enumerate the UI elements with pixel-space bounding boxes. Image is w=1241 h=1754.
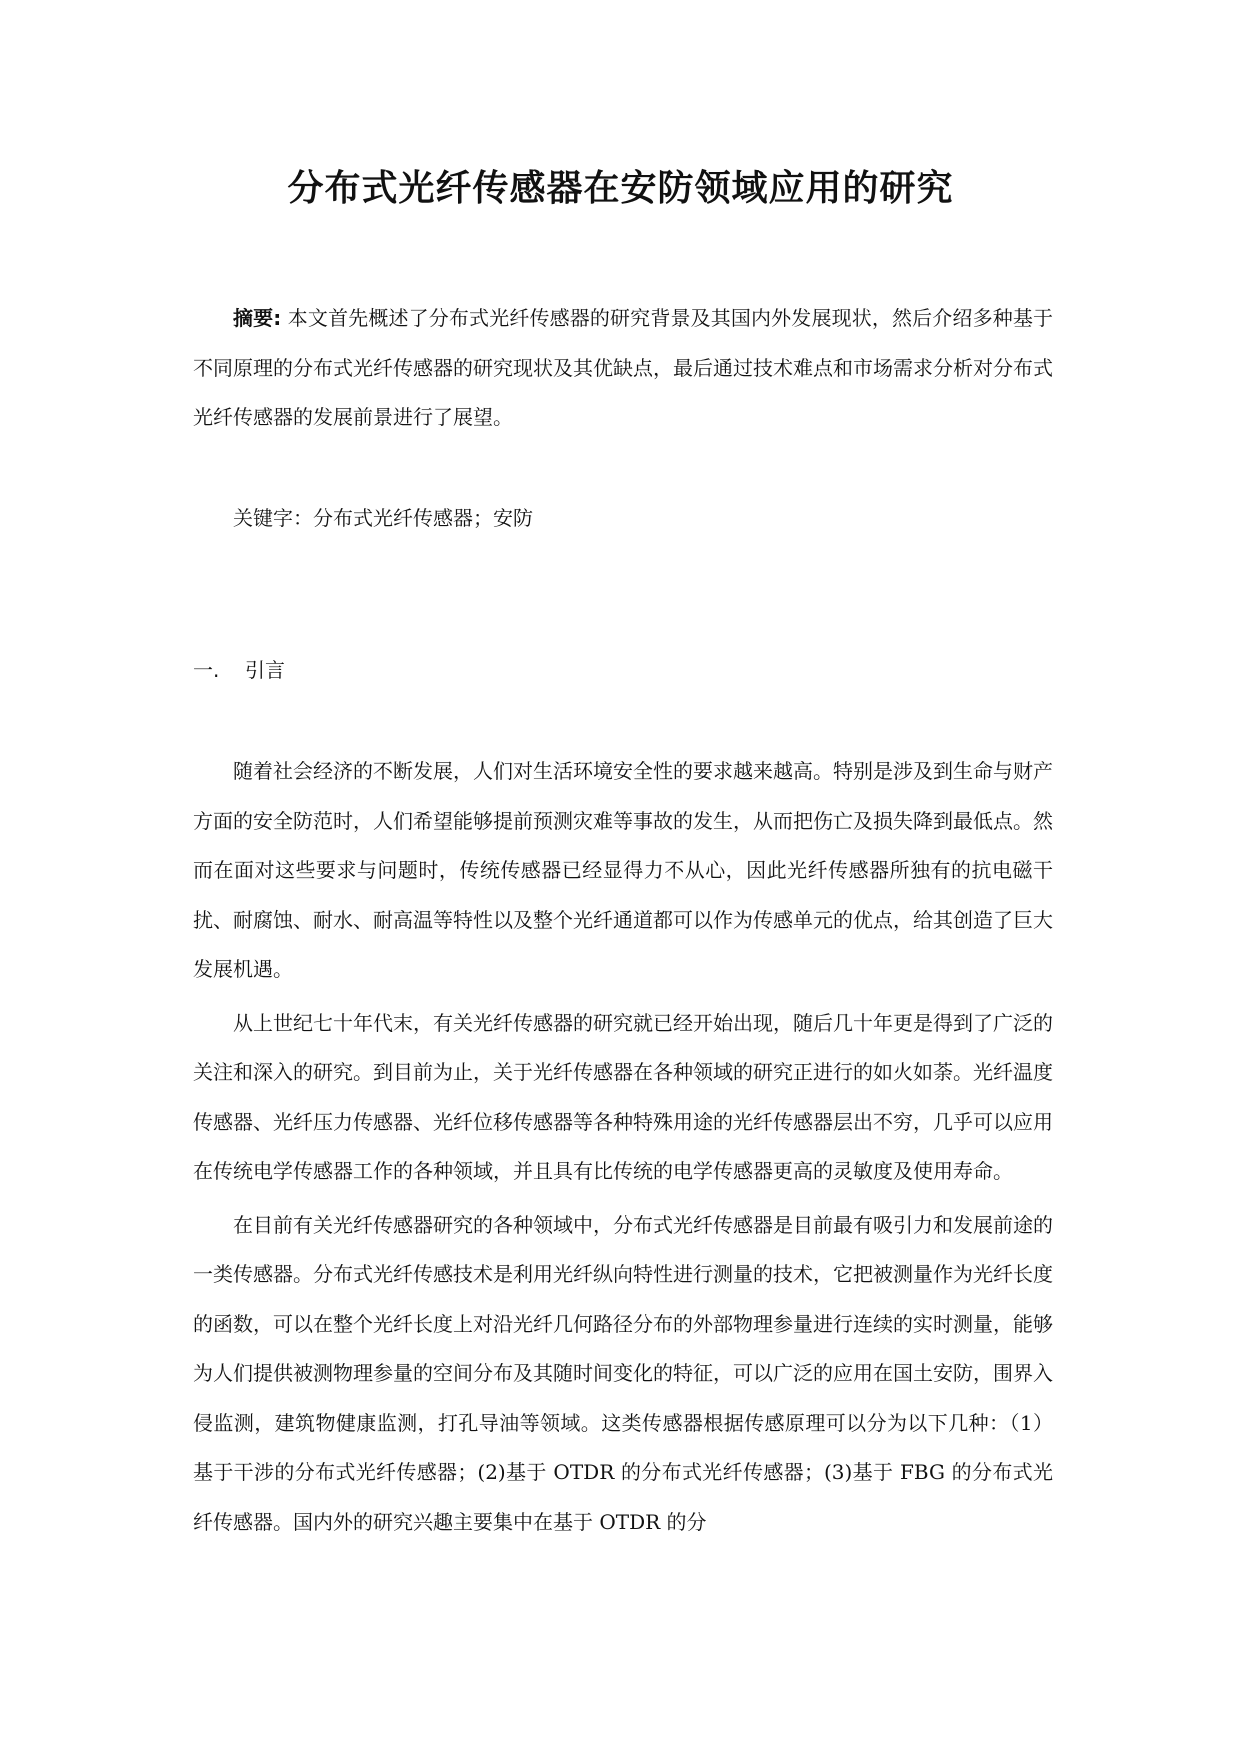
keywords bbox=[193, 494, 1053, 544]
paragraph: 随着社会经济的不断发展，人们对生活环境安全性的要求越来越高。特别是涉及到生命与财产方面的安全防范时，人们希望能够提前预测灾难等事故的发生，从而把伤亡及损失降到最低点。然而在面对这些要求与问题时，传统传感器已经显得力不从心，因此光纤传感器所独有的抗电磁干扰、耐腐蚀、耐水、耐高温等特性以及整个光纤通道都可以作为传感单元的优点，给其创造了巨大发展机遇。 bbox=[193, 759, 1053, 981]
keywords-text: 分布式光纤传感器；安防 bbox=[313, 506, 533, 530]
paper-title: 分布式光纤传感器在安防领域应用的研究 bbox=[287, 168, 954, 209]
section-number: 一. bbox=[193, 658, 220, 682]
section-title: 引言 bbox=[245, 658, 285, 682]
abstract-label: 摘要: bbox=[233, 306, 282, 330]
abstract bbox=[193, 294, 1053, 443]
keywords-label: 关键字： bbox=[233, 506, 313, 530]
body-text bbox=[193, 747, 1053, 1551]
section-heading bbox=[193, 646, 1053, 696]
paragraph: 从上世纪七十年代末，有关光纤传感器的研究就已经开始出现，随后几十年更是得到了广泛的关注和深入的研究。到目前为止，关于光纤传感器在各种领域的研究正进行的如火如荼。光纤温度传感器、光纤压力传感器、光纤位移传感器等各种特殊用途的光纤传感器层出不穷，几乎可以应用在传统电学传感器工作的各种领域，并且具有比传统的电学传感器更高的灵敏度及使用寿命。 bbox=[193, 1010, 1053, 1183]
paragraph: 在目前有关光纤传感器研究的各种领域中，分布式光纤传感器是目前最有吸引力和发展前途的一类传感器。分布式光纤传感技术是利用光纤纵向特性进行测量的技术，它把被测量作为光纤长度的函数，可以在整个光纤长度上对沿光纤几何路径分布的外部物理参量进行连续的实时测量，能够为人们提供被测物理参量的空间分布及其随时间变化的特征，可以广泛的应用在国土安防，围界入侵监测，建筑物健康监测，打孔导油等领域。这类传感器根据传感原理可以分为以下几种：（1）基于干涉的分布式光纤传感器；(2)基于 OTDR 的分布式光纤传感器；(3)基于 FBG 的分布式光纤传感器。国内外的研究兴趣主要集中在基于 OTDR 的分 bbox=[193, 1212, 1053, 1534]
abstract-text: 本文首先概述了分布式光纤传感器的研究背景及其国内外发展现状，然后介绍多种基于不同原理的分布式光纤传感器的研究现状及其优缺点，最后通过技术难点和市场需求分析对分布式光纤传感器的发展前景进行了展望。 bbox=[193, 306, 1053, 429]
